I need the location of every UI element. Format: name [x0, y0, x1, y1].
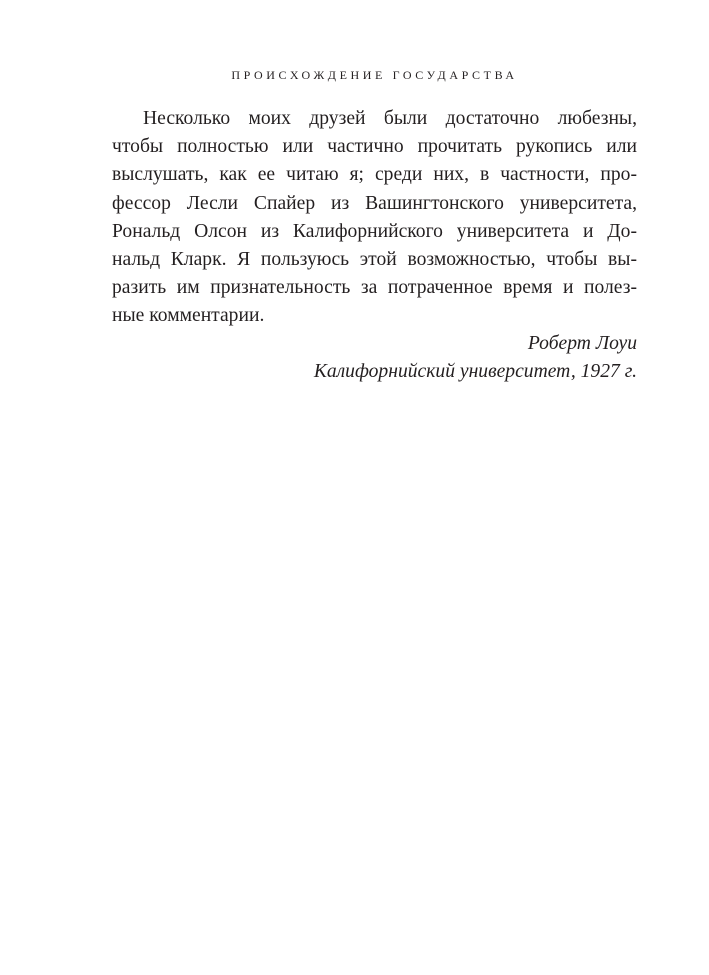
author-name: Роберт Лоуи	[527, 333, 637, 354]
paragraph-line: разить им признательность за потраченное время и полез-	[112, 277, 637, 299]
author-affiliation: Калифорнийский университет, 1927 г.	[313, 361, 637, 383]
signature-block	[112, 330, 637, 386]
paragraph-line: выслушать, как ее читаю я; среди них, в частности, про-	[112, 164, 637, 186]
acknowledgement-paragraph	[112, 105, 637, 331]
paragraph-line: фессор Лесли Спайер из Вашингтонского университета,	[112, 192, 637, 214]
paragraph-line: ные комментарии.	[112, 305, 265, 327]
paragraph-line: нальд Кларк. Я пользуюсь этой возможностью, чтобы вы-	[112, 248, 637, 270]
paragraph-line: Несколько моих друзей были достаточно любезны,	[143, 108, 637, 129]
running-head: ПРОИСХОЖДЕНИЕ ГОСУДАРСТВА	[231, 68, 518, 82]
paragraph-line: Рональд Олсон из Калифорнийского университета и До-	[112, 220, 637, 242]
paragraph-line: чтобы полностью или частично прочитать рукопись или	[112, 136, 637, 158]
